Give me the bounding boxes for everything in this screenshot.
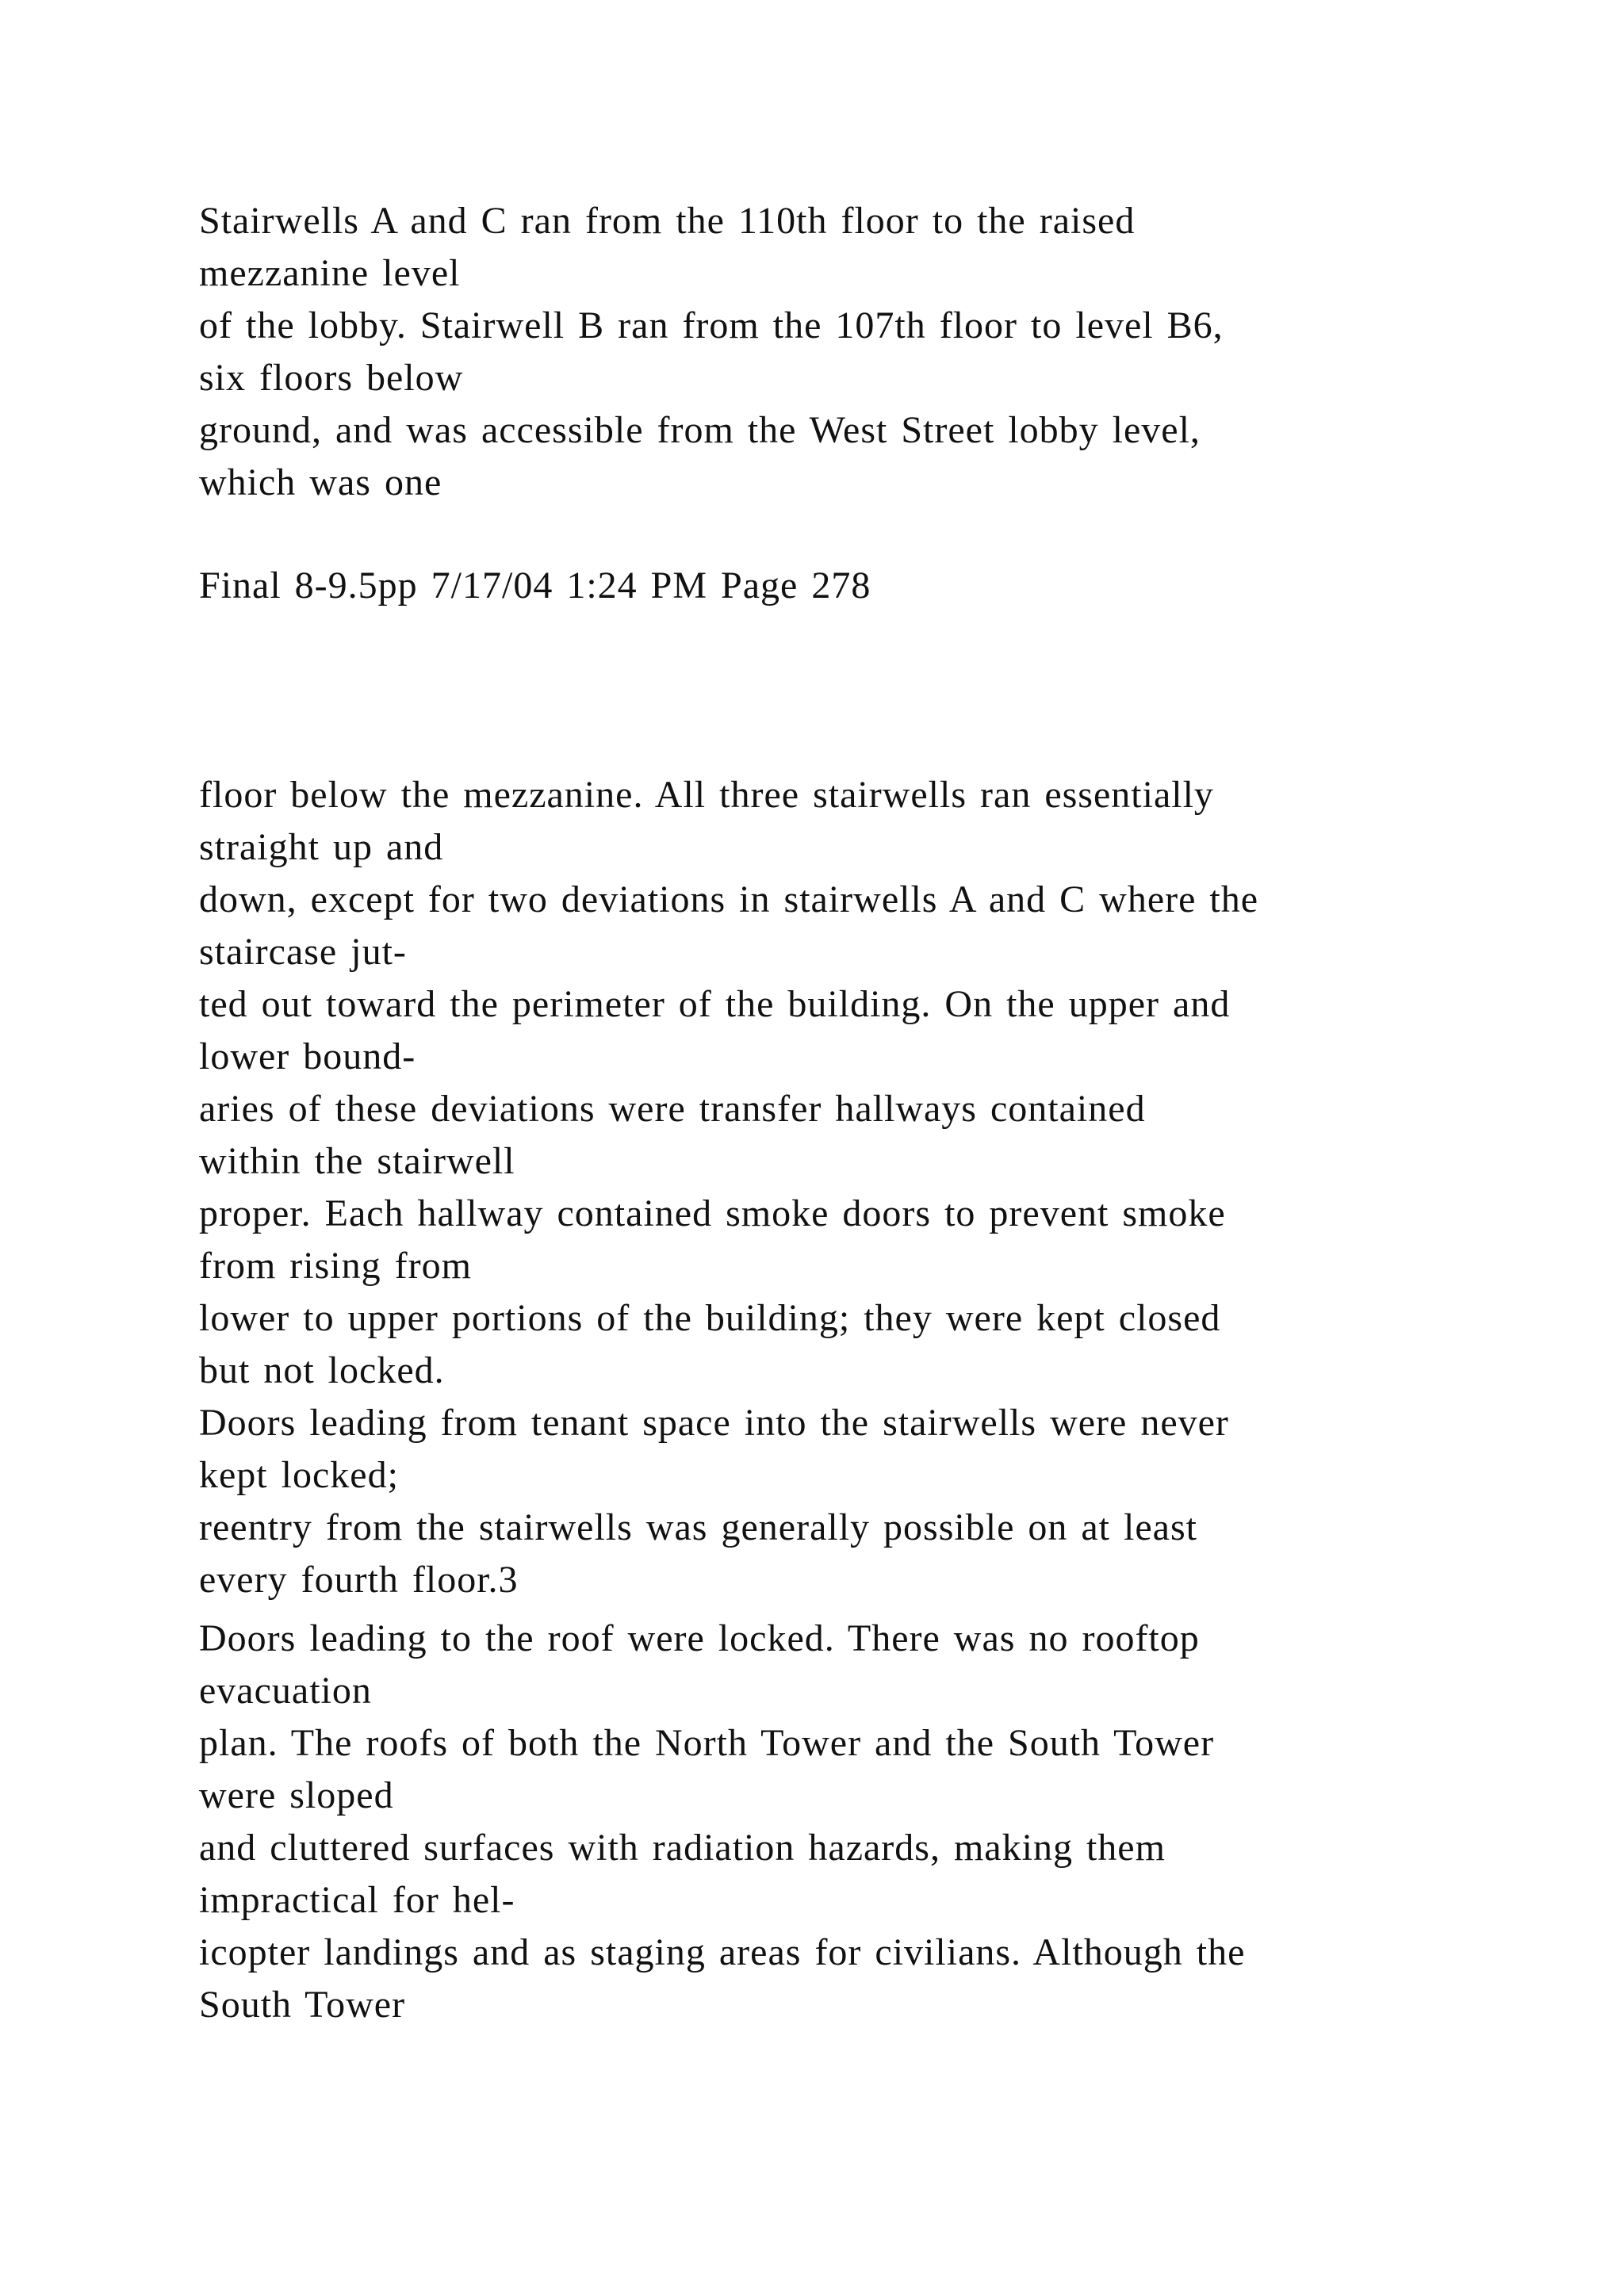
text-line: which was one [199, 461, 442, 503]
text-line: of the lobby. Stairwell B ran from the 107th floor to level B6, [199, 304, 1224, 346]
text-line: staircase jut- [199, 931, 407, 973]
text-line: Stairwells A and C ran from the 110th floor to the raised [199, 200, 1136, 242]
text-line: proper. Each hallway contained smoke doors to prevent smoke [199, 1192, 1226, 1234]
footer-text: Final 8-9.5pp 7/17/04 1:24 PM Page 278 [199, 564, 871, 607]
text-line: evacuation [199, 1670, 372, 1712]
text-line: every fourth floor.3 [199, 1559, 519, 1601]
text-line: ted out toward the perimeter of the building. On the upper and [199, 983, 1231, 1025]
text-line: plan. The roofs of both the North Tower and the South Tower [199, 1722, 1215, 1764]
paragraph-roof-access [199, 1613, 1484, 2031]
text-line: straight up and [199, 826, 444, 868]
text-line: Doors leading to the roof were locked. There was no rooftop [199, 1617, 1200, 1659]
text-line: but not locked. [199, 1349, 445, 1391]
text-line: reentry from the stairwells was generally possible on at least [199, 1506, 1197, 1548]
text-line: aries of these deviations were transfer hallways contained [199, 1088, 1146, 1130]
text-line: floor below the mezzanine. All three stairwells ran essentially [199, 774, 1214, 816]
text-line: and cluttered surfaces with radiation hazards, making them [199, 1827, 1166, 1869]
text-line: impractical for hel- [199, 1879, 515, 1921]
paragraph-stairwell-routes [199, 195, 1484, 509]
text-line: within the stairwell [199, 1140, 515, 1182]
text-line: were sloped [199, 1774, 394, 1816]
running-footer [199, 560, 1484, 612]
text-line: six floors below [199, 357, 464, 399]
text-line: mezzanine level [199, 252, 461, 294]
text-line: icopter landings and as staging areas for civilians. Although the [199, 1931, 1246, 1973]
text-line: down, except for two deviations in stairwells A and C where the [199, 878, 1259, 920]
text-line: South Tower [199, 1984, 406, 2026]
paragraph-stairwell-deviations [199, 769, 1484, 1606]
text-line: lower bound- [199, 1035, 416, 1077]
text-line: kept locked; [199, 1454, 399, 1496]
text-line: ground, and was accessible from the West Street lobby level, [199, 409, 1201, 451]
text-line: from rising from [199, 1245, 472, 1287]
text-line: Doors leading from tenant space into the stairwells were never [199, 1402, 1229, 1444]
text-line: lower to upper portions of the building; they were kept closed [199, 1297, 1221, 1339]
